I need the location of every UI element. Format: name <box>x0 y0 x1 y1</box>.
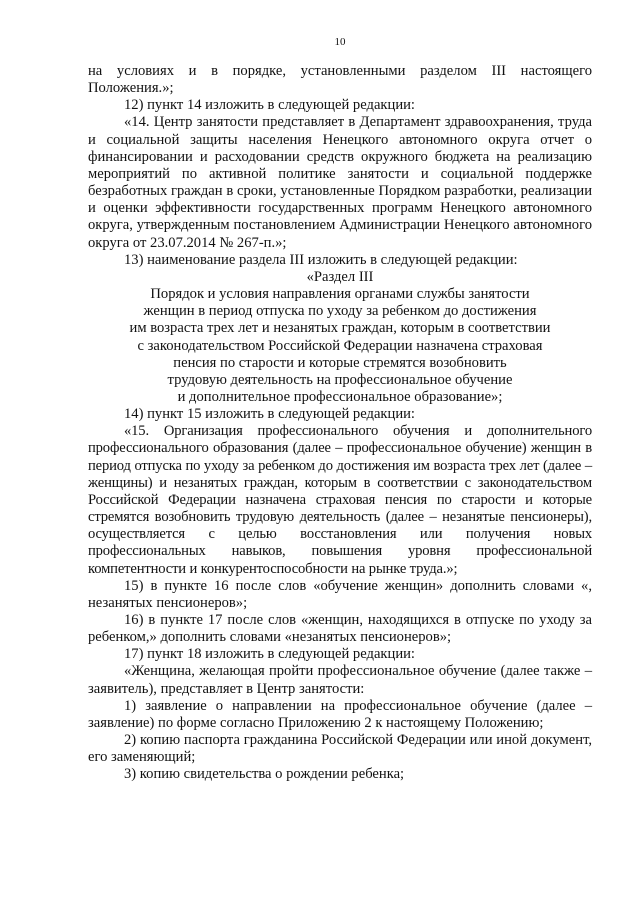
section-heading-line: женщин в период отпуска по уходу за ребенком до достижения <box>143 303 537 320</box>
paragraph-item-17: 17) пункт 18 изложить в следующей редакции: <box>124 646 415 663</box>
paragraph-continuation: на условиях и в порядке, установленными разделом III настоящего Положения.»; <box>88 63 592 97</box>
paragraph-item-15: 15) в пункте 16 после слов «обучение женщин» дополнить словами «, незанятых пенсионеров»; <box>88 577 592 611</box>
paragraph-item-12: 12) пункт 14 изложить в следующей редакции: <box>124 97 415 114</box>
section-heading-line: им возраста трех лет и незанятых граждан, которым в соответствии <box>129 320 551 337</box>
paragraph-item-16: 16) в пункте 17 после слов «женщин, находящихся в отпуске по уходу за ребенком,» дополнить словами «незанятых пенсионеров»; <box>88 612 592 646</box>
section-heading-line: трудовую деятельность на профессиональное обучение <box>167 371 513 388</box>
paragraph-subitem-3: 3) копию свидетельства о рождении ребенка; <box>124 766 405 783</box>
section-heading-line: пенсия по старости и которые стремятся возобновить <box>173 354 507 371</box>
page-number: 10 <box>334 36 346 48</box>
paragraph-clause-14: «14. Центр занятости представляет в Департамент здравоохранения, труда и социальной защиты населения Ненецкого автономного округа отчет о финансировании и расходовании средств окружного бюджета на реализацию мероприятий по активной политике занятости и социальной поддержке безработных граждан в сроки, установленные Порядком разработки, реализации и оценки эффективности государственных программ Ненецкого автономного округа, утвержденным постановлением Администрации Ненецкого автономного округа от 23.07.2014 № 267-п.»; <box>88 114 592 251</box>
paragraph-clause-18: «Женщина, желающая пройти профессиональное обучение (далее также – заявитель), представляет в Центр занятости: <box>88 663 592 697</box>
section-heading-line: и дополнительное профессиональное образование»; <box>177 388 503 405</box>
paragraph-subitem-1: 1) заявление о направлении на профессиональное обучение (далее – заявление) по форме согласно Приложению 2 к настоящему Положению; <box>88 697 592 731</box>
section-heading-line: с законодательством Российской Федерации назначена страховая <box>137 337 543 354</box>
paragraph-clause-15: «15. Организация профессионального обучения и дополнительного профессионального образования (далее – профессиональное обучение) женщин в период отпуска по уходу за ребенком до достижения им возраста трех лет (далее – женщины) и незанятых граждан, которым в соответствии с законодательством Российской Федерации назначена страховая пенсия по старости и которые стремятся возобновить трудовую деятельность (далее – незанятые пенсионеры), осуществляется с целью восстановления или получения новых профессиональных навыков, повышения уровня профессиональной компетентности и конкурентоспособности на рынке труда.»; <box>88 423 592 577</box>
section-heading-line: Порядок и условия направления органами службы занятости <box>150 286 530 303</box>
section-heading <box>88 286 592 406</box>
paragraph-item-14: 14) пункт 15 изложить в следующей редакции: <box>124 406 415 423</box>
paragraph-item-13: 13) наименование раздела III изложить в следующей редакции: <box>124 251 518 268</box>
section-title: «Раздел III <box>306 268 374 285</box>
document-page <box>88 35 592 784</box>
paragraph-subitem-2: 2) копию паспорта гражданина Российской Федерации или иной документ, его заменяющий; <box>88 732 592 766</box>
